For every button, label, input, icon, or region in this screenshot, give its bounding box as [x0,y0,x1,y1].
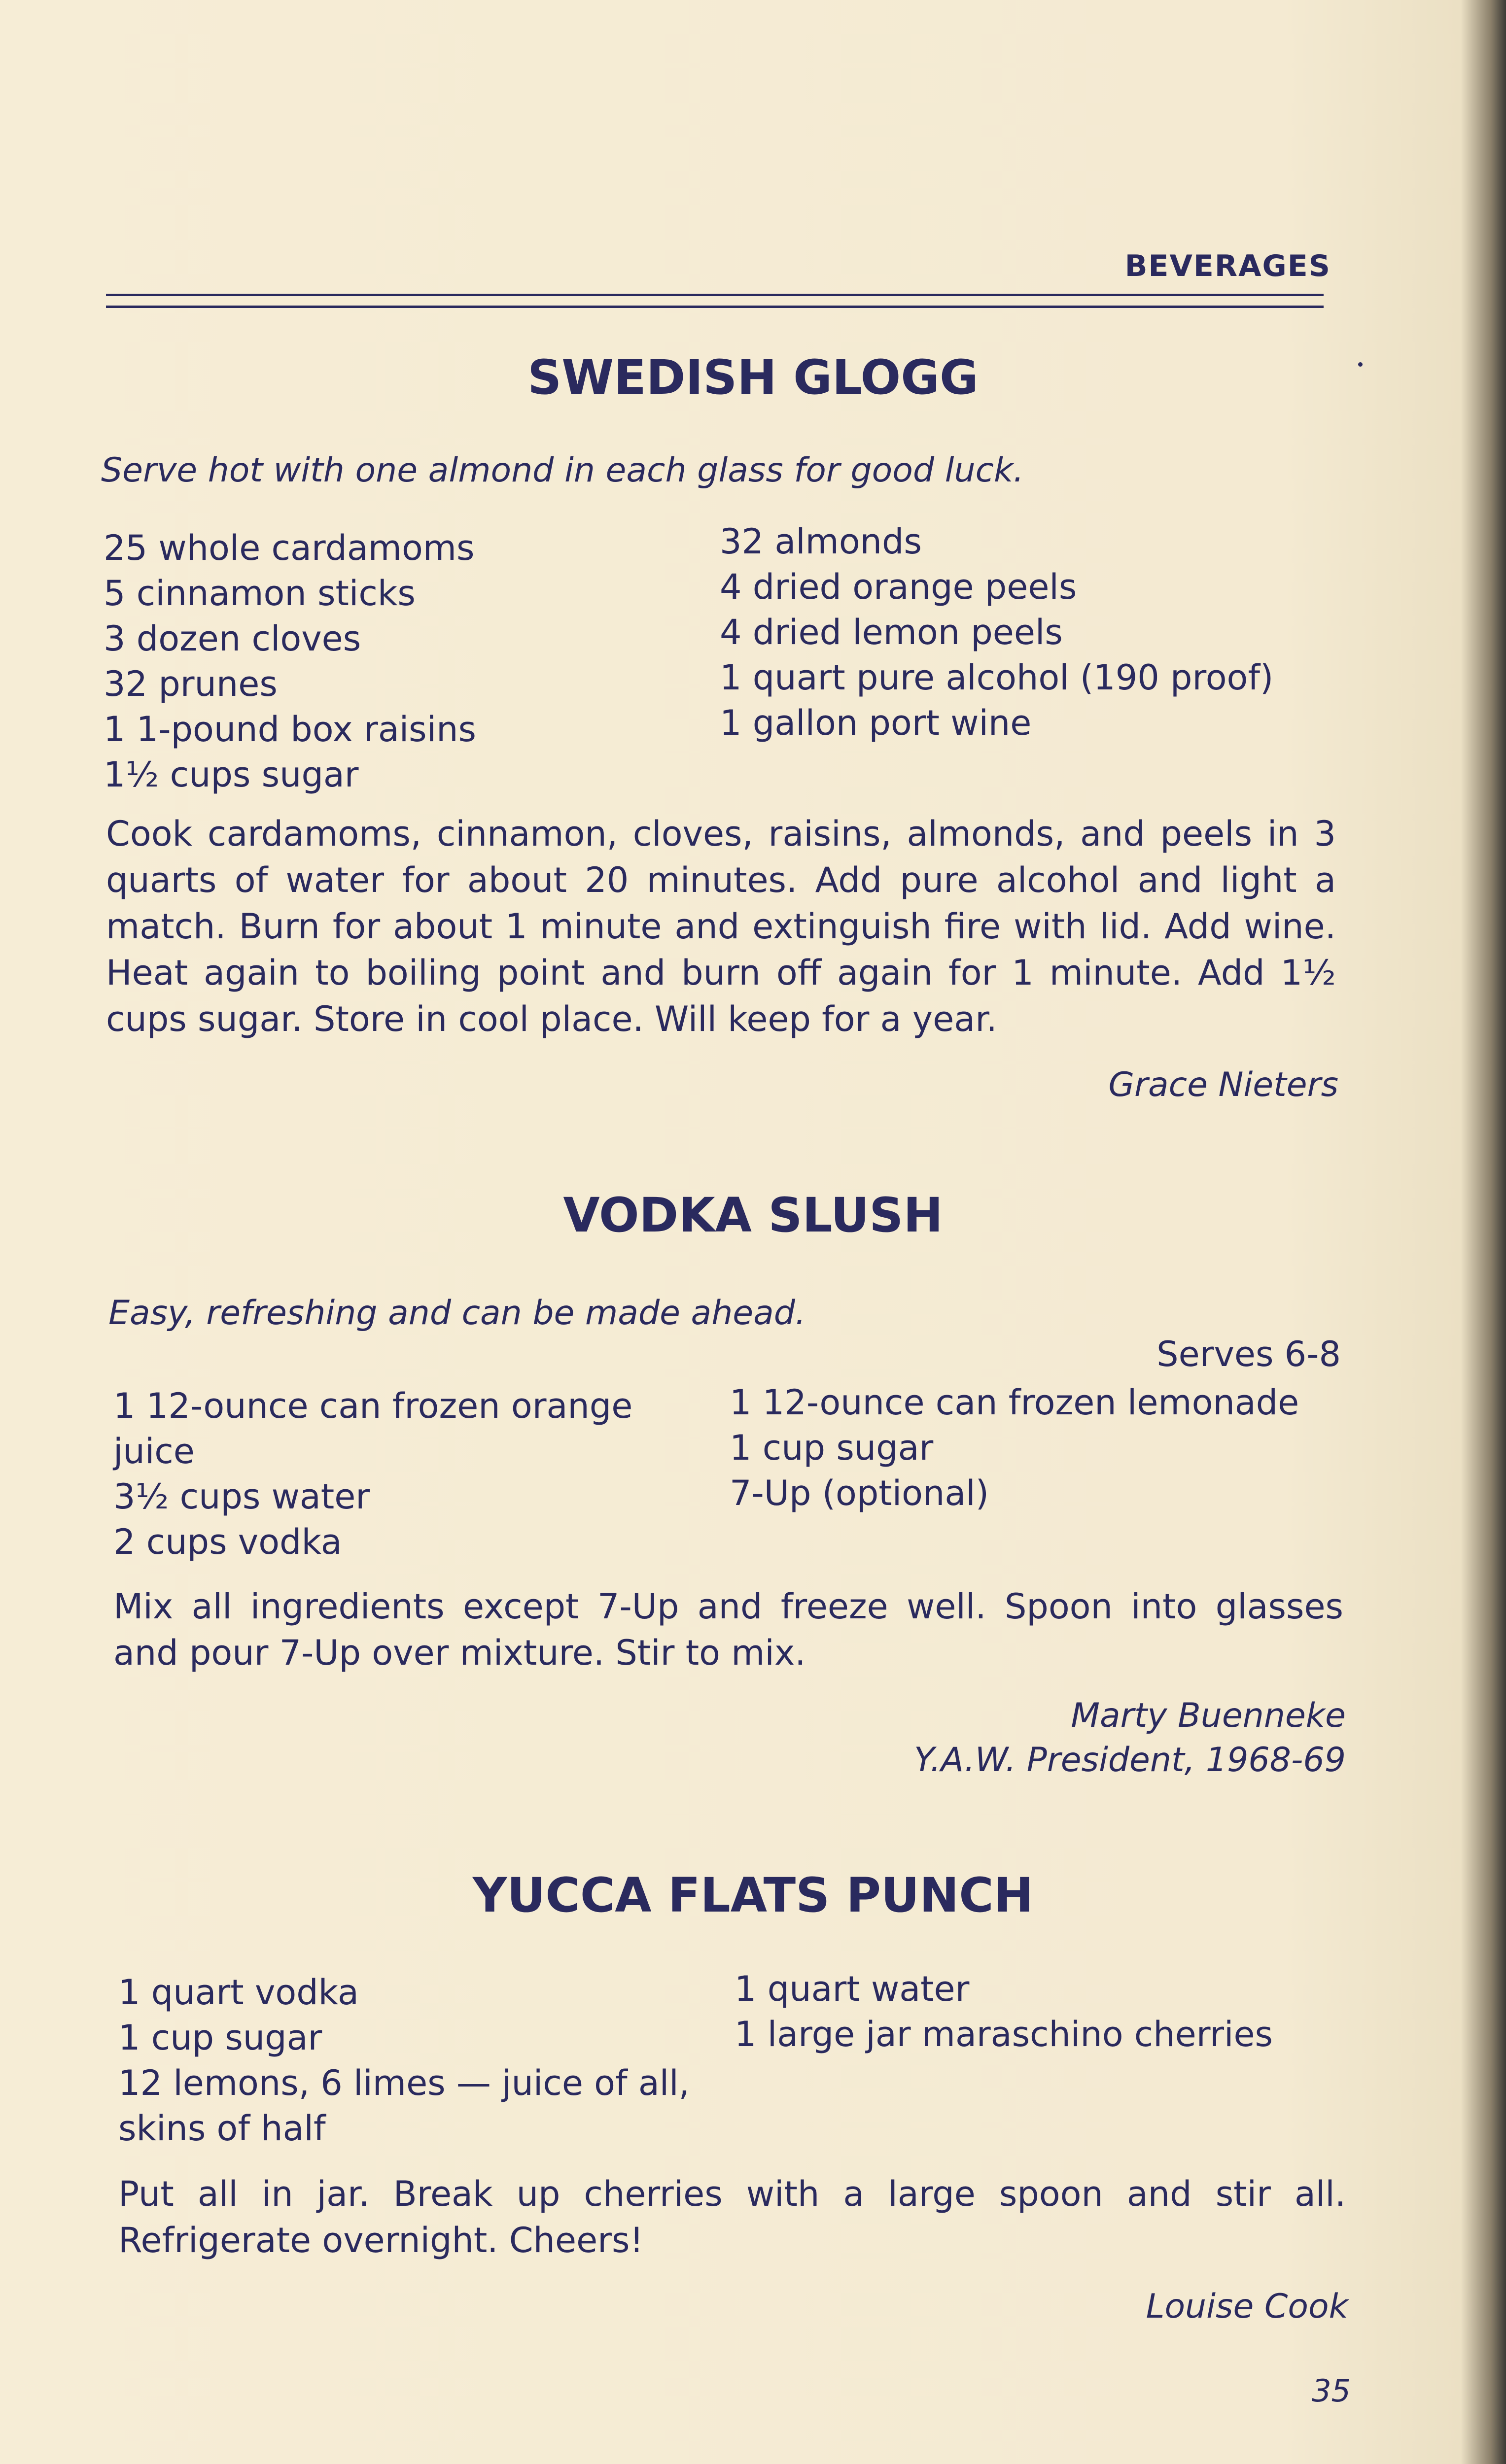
ingredient-item: juice [113,1431,195,1472]
ingredients-right-vodka-slush [730,1380,1346,1516]
section-header: BEVERAGES [1124,249,1331,283]
ingredients-left-swedish-glogg [104,525,695,797]
directions-yucca-flats-punch: Put all in jar. Break up cherries with a large spoon and stir all. Refrigerate overnight. Cheers! [118,2174,1346,2260]
ingredient-item: 1 quart vodka [118,1972,359,2013]
serves-vodka-slush: Serves 6-8 [1156,1334,1341,1374]
ingredient-item: 1 quart water [735,1969,970,2009]
directions-vodka-slush: Mix all ingredients except 7-Up and freeze well. Spoon into glasses and pour 7-Up over mixture. Stir to mix. [113,1586,1343,1673]
ingredients-left-yucca-flats-punch [118,1970,735,2151]
ingredient-item: 1 cup sugar [730,1428,934,1468]
ingredients-right-swedish-glogg [720,519,1361,746]
recipe-intro-swedish-glogg: Serve hot with one almond in each glass for good luck. [101,451,1024,490]
ingredient-item: 3½ cups water [113,1476,370,1517]
ingredient-item: skins of half [118,2108,326,2149]
ingredient-item: 25 whole cardamoms [104,528,475,568]
header-rule-bottom [106,306,1324,308]
recipe-title-vodka-slush: VODKA SLUSH [563,1188,943,1243]
ingredient-item: 1 gallon port wine [720,703,1032,743]
credit-vodka-slush: Marty Buenneke [1071,1696,1346,1735]
ingredient-item: 32 almonds [720,521,922,562]
ingredient-item: 1 quart pure alcohol (190 proof) [720,657,1274,698]
header-rule-top [106,294,1324,296]
page-number: 35 [1312,2373,1351,2409]
ingredient-item: 1 large jar maraschino cherries [735,2014,1273,2054]
ingredient-item: 5 cinnamon sticks [104,573,416,614]
ingredient-item: 2 cups vodka [113,1522,342,1562]
ingredient-item: 32 prunes [104,664,278,704]
ingredient-item: 12 lemons, 6 limes — juice of all, [118,2063,690,2103]
ingredients-left-vodka-slush [113,1383,730,1565]
ingredient-item: 1 12-ounce can frozen orange [113,1386,633,1426]
ingredient-item: 1 1-pound box raisins [104,709,476,750]
ingredient-item: 4 dried lemon peels [720,612,1063,652]
ingredient-item: 1 12-ounce can frozen lemonade [730,1382,1299,1423]
directions-swedish-glogg: Cook cardamoms, cinnamon, cloves, raisins, almonds, and peels in 3 quarts of water for about 20 minutes. Add pure alcohol and light a match. Burn for about 1 minute and extinguish fire with lid. Add wine. Heat again to boiling point and burn off again for 1 minute. Add 1½ cups sugar. Store in cool place. Will keep for a year. [106,814,1336,1039]
recipe-intro-vodka-slush: Easy, refreshing and can be made ahead. [108,1294,806,1333]
credit-title-vodka-slush: Y.A.W. President, 1968-69 [914,1741,1346,1780]
ingredient-item: 7-Up (optional) [730,1473,989,1513]
ingredient-item: 1 cup sugar [118,2018,322,2058]
recipe-title-swedish-glogg: SWEDISH GLOGG [527,350,979,405]
credit-swedish-glogg: Grace Nieters [1108,1065,1338,1104]
ingredients-right-yucca-flats-punch [735,1966,1351,2057]
credit-yucca-flats-punch: Louise Cook [1146,2287,1348,2326]
ingredient-item: 3 dozen cloves [104,618,361,659]
ingredient-item: 4 dried orange peels [720,567,1077,607]
recipe-title-yucca-flats-punch: YUCCA FLATS PUNCH [472,1868,1034,1923]
ingredient-item: 1½ cups sugar [104,754,359,795]
